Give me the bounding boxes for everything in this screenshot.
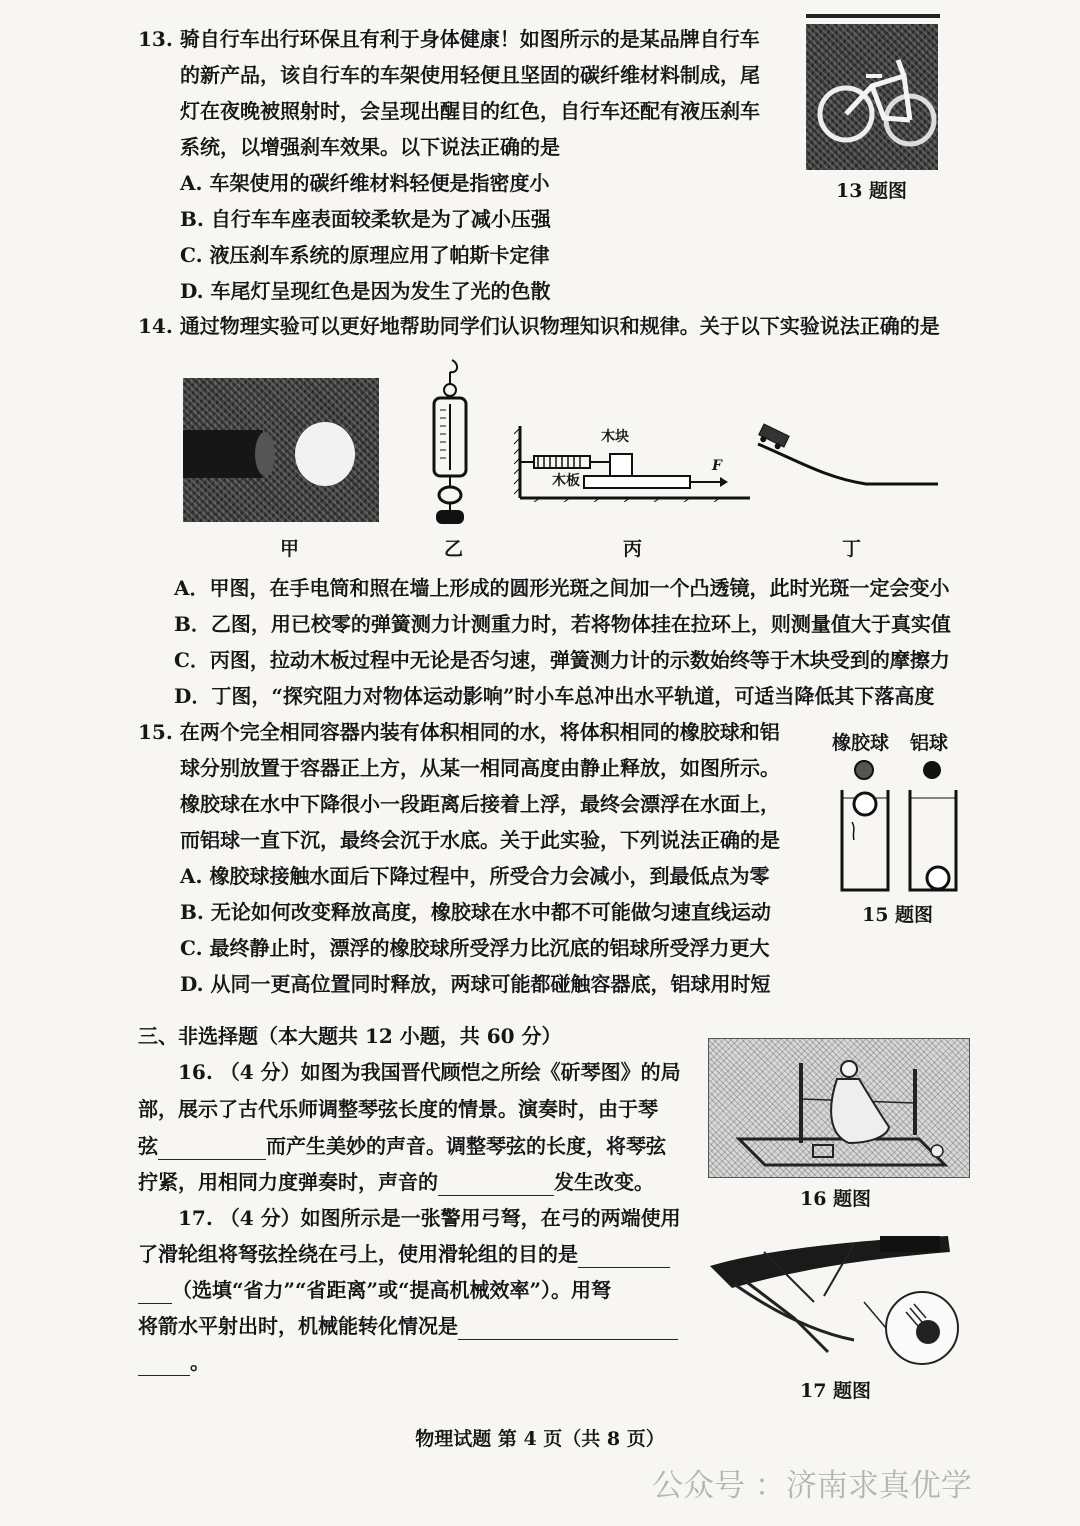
q17-line-2 — [138, 1240, 670, 1268]
figure-top-rule — [806, 14, 940, 18]
rubber-ball-label: 橡胶球 — [832, 732, 890, 754]
musician-painting-icon — [709, 1039, 969, 1177]
q16-line-4 — [138, 1168, 654, 1196]
q15-stem-line-3: 橡胶球在水中下降很小一段距离后接着上浮，最终会漂浮在水面上， — [180, 792, 780, 816]
q16-line-3-suffix: 而产生美妙的声音。调整琴弦的长度，将琴弦 — [266, 1134, 666, 1158]
q15-option-a: A. 橡胶球接触水面后下降过程中，所受合力会减小，到最低点为零 — [180, 864, 770, 888]
q13-figure-caption: 13 题图 — [836, 180, 908, 202]
board-label: 木板 — [552, 473, 580, 489]
q14-option-b: B．乙图，用已校零的弹簧测力计测重力时，若将物体挂在拉环上，则测量值大于真实值 — [174, 612, 951, 636]
q17-blank-2b[interactable] — [138, 1355, 190, 1376]
block-label: 木块 — [601, 429, 629, 445]
q16-line-3-prefix: 弦 — [138, 1134, 158, 1158]
q17-line-5 — [138, 1348, 210, 1376]
q16-blank-2[interactable] — [438, 1175, 554, 1196]
rubber-ball-icon — [855, 761, 873, 779]
q17-line-4-text: 将箭水平射出时，机械能转化情况是 — [138, 1314, 458, 1338]
q14-option-d: D．丁图，“探究阻力对物体运动影响”时小车总冲出水平轨道，可适当降低其下落高度 — [174, 684, 935, 708]
q17-line-1: 17. （4 分）如图所示是一张警用弓弩，在弓的两端使用 — [178, 1206, 681, 1230]
q16-line-1: 16. （4 分）如图为我国晋代顾恺之所绘《斫琴图》的局 — [178, 1060, 681, 1084]
bicycle-icon — [806, 24, 938, 170]
q15-figure-caption: 15 题图 — [862, 904, 934, 926]
q13-option-b: B. 自行车车座表面较柔软是为了减小压强 — [180, 207, 551, 231]
page-footer: 物理试题 第 4 页（共 8 页） — [415, 1428, 665, 1450]
flashlight-icon — [183, 378, 379, 522]
q13-stem-line-3: 灯在夜晚被照射时，会呈现出醒目的红色，自行车还配有液压刹车 — [180, 99, 760, 123]
q14-option-c: C．丙图，拉动木板过程中无论是否匀速，弹簧测力计的示数始终等于木块受到的摩擦力 — [174, 648, 950, 672]
q17-line-2-text: 了滑轮组将弩弦拴绕在弓上，使用滑轮组的目的是 — [138, 1242, 578, 1266]
q14-label-ding: 丁 — [842, 538, 862, 560]
aluminum-ball-icon — [923, 761, 941, 779]
q14-label-yi: 乙 — [444, 538, 464, 560]
section-heading: 三、非选择题（本大题共 12 小题，共 60 分） — [138, 1024, 562, 1048]
q13-stem-line-4: 系统，以增强刹车效果。以下说法正确的是 — [180, 135, 560, 159]
q13-option-c: C. 液压刹车系统的原理应用了帕斯卡定律 — [180, 243, 550, 267]
q16-line-3 — [138, 1132, 666, 1160]
crossbow-diagram — [704, 1222, 968, 1372]
qin-painting-image — [708, 1038, 970, 1178]
q14-stem: 14. 通过物理实验可以更好地帮助同学们认识物理知识和规律。关于以下实验说法正确的是 — [138, 314, 940, 338]
q15-stem-line-2: 球分别放置于容器正上方，从某一相同高度由静止释放，如图所示。 — [180, 756, 780, 780]
q16-line-2: 部，展示了古代乐师调整琴弦长度的情景。演奏时，由于琴 — [138, 1097, 658, 1121]
bicycle-photo — [806, 24, 938, 170]
ramp-cart-diagram — [756, 420, 940, 490]
q17-blank-1a[interactable] — [578, 1247, 670, 1268]
q14-label-jia: 甲 — [280, 538, 300, 560]
aluminum-ball-label: 铝球 — [910, 732, 949, 754]
q16-figure-caption: 16 题图 — [800, 1188, 872, 1210]
q15-stem-line-4: 而铝球一直下沉，最终会沉于水底。关于此实验，下列说法正确的是 — [180, 828, 780, 852]
q13-stem-line-1: 13. 骑自行车出行环保且有利于身体健康！如图所示的是某品牌自行车 — [138, 27, 760, 51]
q17-figure-caption: 17 题图 — [800, 1380, 872, 1402]
q15-option-c: C. 最终静止时，漂浮的橡胶球所受浮力比沉底的铝球所受浮力更大 — [180, 936, 770, 960]
q13-option-a: A. 车架使用的碳纤维材料轻便是指密度小 — [180, 171, 550, 195]
q13-option-d: D. 车尾灯呈现红色是因为发生了光的色散 — [180, 279, 551, 303]
q17-line-4 — [138, 1312, 678, 1340]
force-label: F — [712, 458, 722, 474]
two-containers-diagram — [832, 756, 964, 896]
q14-label-bing: 丙 — [623, 538, 643, 560]
q15-option-d: D. 从同一更高位置同时释放，两球可能都碰触容器底，铝球用时短 — [180, 972, 771, 996]
q16-blank-1[interactable] — [158, 1139, 266, 1160]
q16-line-4-suffix: 发生改变。 — [554, 1170, 654, 1194]
q17-blank-1b[interactable] — [138, 1283, 172, 1304]
flashlight-photo — [183, 378, 379, 522]
spring-scale-diagram — [420, 358, 480, 526]
q13-stem-line-2: 的新产品，该自行车的车架使用轻便且坚固的碳纤维材料制成，尾 — [180, 63, 760, 87]
watermark: 公众号 ：济南求真优学 — [652, 1468, 972, 1504]
q17-blank-2a[interactable] — [458, 1319, 678, 1340]
q15-option-b: B. 无论如何改变释放高度，橡胶球在水中都不可能做匀速直线运动 — [180, 900, 771, 924]
q17-line-3 — [138, 1276, 611, 1304]
q16-line-4-prefix: 拧紧，用相同力度弹奏时，声音的 — [138, 1170, 438, 1194]
q17-line-3-text: （选填“省力”“省距离”或“提高机械效率”）。用弩 — [172, 1278, 612, 1302]
q15-stem-line-1: 15. 在两个完全相同容器内装有体积相同的水，将体积相同的橡胶球和铝 — [138, 720, 780, 744]
q17-line-5-end: 。 — [190, 1350, 210, 1374]
q14-option-a: A．甲图，在手电筒和照在墙上形成的圆形光斑之间加一个凸透镜，此时光斑一定会变小 — [174, 576, 950, 600]
